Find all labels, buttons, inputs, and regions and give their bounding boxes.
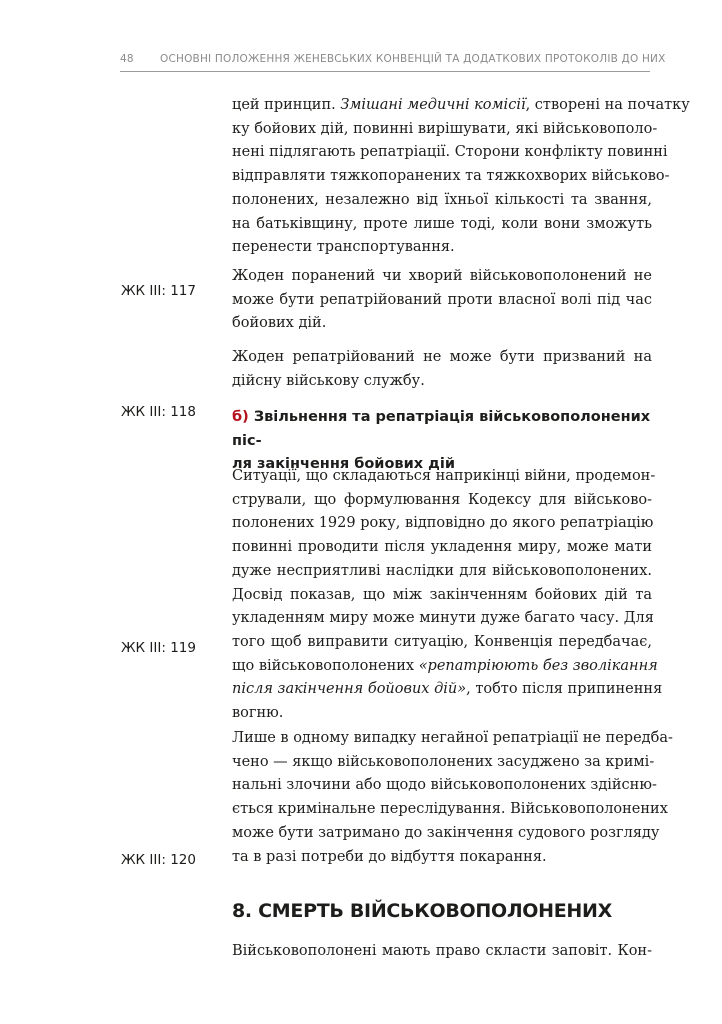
text-line: ку бойових дій, повинні вирішувати, які військовополо-	[232, 120, 658, 137]
text-line: вогню.	[232, 705, 284, 722]
paragraph-5	[232, 727, 673, 869]
text-line: Жоден поранений чи хворий військовополонений не	[232, 268, 652, 284]
text-line: Військовополонені мають право скласти заповіт. Кон-	[232, 943, 652, 959]
text-line: повинні проводити після укладення миру, може мати	[232, 539, 652, 556]
text-line: того щоб виправити ситуацію, Конвенція передбачає,	[232, 633, 652, 650]
text-line: Лише в одному випадку негайної репатріації не передба-	[232, 730, 673, 746]
subheading-marker: б)	[232, 409, 249, 425]
text-line: що військовополонених «репатріюють без зволікання	[232, 657, 658, 674]
paragraph-6	[232, 940, 652, 964]
text-line: бойових дій.	[232, 315, 327, 332]
margin-ref-120: ЖК III: 120	[121, 852, 196, 868]
text-line: Жоден репатрійований не може бути призваний на	[232, 349, 652, 365]
text-line: нені підлягають репатріації. Сторони конфлікту повинні	[232, 144, 668, 161]
text-line: ється кримінальне переслідування. Військовополонених	[232, 801, 668, 818]
text-line: чено — якщо військовополонених засуджено за кримі-	[232, 753, 655, 770]
text-line: Досвід показав, що між закінченням бойових дій та	[232, 586, 652, 603]
section-heading: 8. СМЕРТЬ ВІЙСЬКОВОПОЛОНЕНИХ	[232, 900, 612, 922]
text-line: на батьківщину, проте лише тоді, коли вони зможуть	[232, 215, 652, 232]
text-line: дійсну військову службу.	[232, 372, 425, 389]
text-line: нальні злочини або щодо військовополонених здійсню-	[232, 777, 657, 794]
paragraph-1	[232, 94, 690, 260]
margin-ref-118: ЖК III: 118	[121, 404, 196, 420]
text-line: може бути репатрійований проти власної волі під час	[232, 291, 652, 308]
text-line: цей принцип. Змішані медичні комісії, створені на початку	[232, 97, 690, 113]
text-line: після закінчення бойових дій», тобто після припинення	[232, 681, 663, 698]
paragraph-4	[232, 465, 663, 726]
text-line: стрували, що формулювання Кодексу для військово-	[232, 491, 652, 508]
text-line: дуже несприятливі наслідки для військовополонених.	[232, 562, 652, 579]
paragraph-2	[232, 265, 652, 336]
margin-ref-117: ЖК III: 117	[121, 283, 196, 299]
text-line: може бути затримано до закінчення судового розгляду	[232, 824, 660, 841]
running-title: ОСНОВНІ ПОЛОЖЕННЯ ЖЕНЕВСЬКИХ КОНВЕНЦІЙ ТА ДОДАТКОВИХ ПРОТОКОЛІВ ДО НИХ	[160, 53, 666, 65]
margin-ref-119: ЖК III: 119	[121, 640, 196, 656]
text-line: та в разі потреби до відбуття покарання.	[232, 848, 547, 865]
page-number: 48	[120, 53, 134, 65]
header-rule	[120, 71, 650, 72]
text-line: полонених, незалежно від їхньої кількості та звання,	[232, 191, 652, 208]
running-header	[120, 53, 666, 67]
text-line: укладенням миру може минути дуже багато часу. Для	[232, 610, 654, 627]
text-line: відправляти тяжкопоранених та тяжкохворих військово-	[232, 168, 670, 185]
subheading-line: б) Звільнення та репатріація військовополонених піс-	[232, 409, 651, 449]
text-line: перенести транспортування.	[232, 239, 455, 256]
subheading-line: ля закінчення бойових дій	[232, 456, 455, 473]
text-line: Ситуації, що складаються наприкінці війни, продемон-	[232, 468, 656, 484]
paragraph-3	[232, 346, 652, 393]
text-line: полонених 1929 року, відповідно до якого репатріацію	[232, 515, 654, 532]
